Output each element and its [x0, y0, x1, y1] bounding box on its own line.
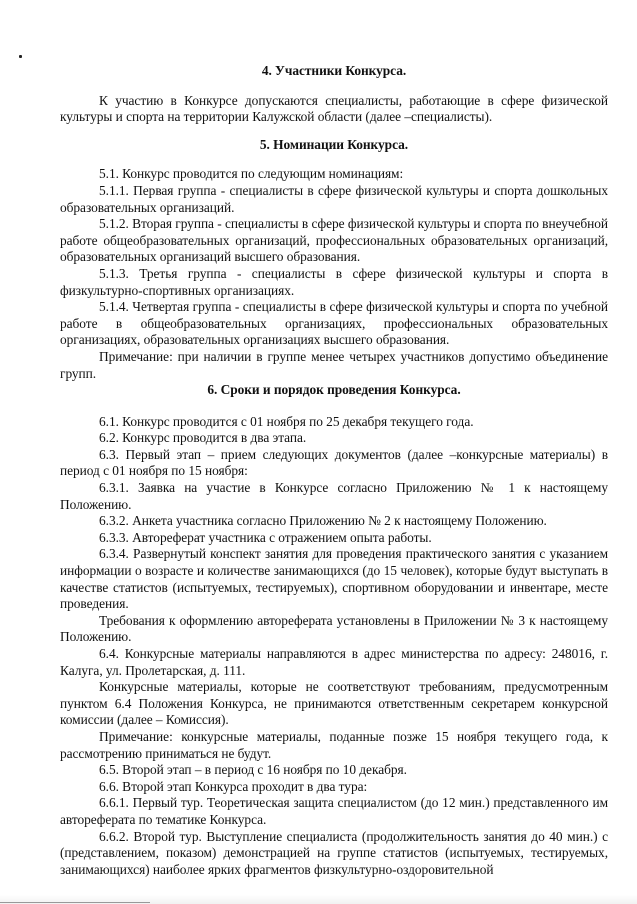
paragraph: Примечание: конкурсные материалы, поданные позже 15 ноября текущего года, к рассмотрению приниматься не будут. — [60, 728, 608, 761]
paragraph: 6.3.1. Заявка на участие в Конкурсе согласно Приложению № 1 к настоящему Положению. — [60, 480, 608, 512]
paragraph: 5.1. Конкурс проводится по следующим номинациям: — [99, 166, 404, 182]
scan-edge-line — [0, 902, 150, 903]
paragraph: 5.1.2. Вторая группа - специалисты в сфере физической культуры и спорта по внеучебной работе общеобразовательных организаций, профессиональных образовательных организаций, образовательных организаций высшего образования. — [60, 216, 608, 265]
paragraph: 6.1. Конкурс проводится с 01 ноября по 25 декабря текущего года. — [99, 413, 474, 429]
paragraph: Примечание: при наличии в группе менее четырех участников допустимо объединение групп. — [60, 348, 608, 381]
scan-speck — [19, 55, 22, 58]
paragraph: 6.6.2. Второй тур. Выступление специалиста (продолжительность занятия до 40 мин.) с (представлением, показом) демонстрацией на группе статистов (испытуемых, тестируемых, занимающихся) наиболее ярких фрагментов физкультурно-оздоровительной — [60, 828, 608, 877]
paragraph: 6.3.3. Автореферат участника с отражением опыта работы. — [99, 529, 432, 545]
paragraph: 6.3.4. Развернутый конспект занятия для проведения практического занятия с указанием информации о возрасте и количестве занимающихся (до 15 человек), которые будут выступать в качестве статистов (испытуемых, тестируемых), спортивном оборудовании и инвентаре, месте проведения. — [60, 546, 608, 612]
paragraph: 6.3.2. Анкета участника согласно Приложению № 2 к настоящему Положению. — [99, 513, 547, 529]
section-heading-timeline: 6. Сроки и порядок проведения Конкурса. — [207, 382, 461, 398]
paragraph: Конкурсные материалы, которые не соответствуют требованиям, предусмотренным пунктом 6.4 Положения Конкурса, не принимаются ответственным секретарем конкурсной комиссии (далее – Комиссия). — [60, 679, 608, 728]
paragraph: 6.4. Конкурсные материалы направляются в адрес министерства по адресу: 248016, г. Калуга, ул. Пролетарская, д. 111. — [60, 646, 608, 678]
document-body — [60, 63, 608, 878]
section-heading-nominations: 5. Номинации Конкурса. — [259, 136, 409, 152]
paragraph: 6.6. Второй этап Конкурса проходит в два тура: — [99, 778, 368, 794]
paragraph: 6.3. Первый этап – прием следующих документов (далее –конкурсные материалы) в период с 01 ноября по 15 ноября: — [60, 446, 608, 479]
paragraph: 6.5. Второй этап – в период с 16 ноября по 10 декабря. — [99, 762, 407, 778]
paragraph: К участию в Конкурсе допускаются специалисты, работающие в сфере физической культуры и спорта на территории Калужской области (далее –специалисты). — [60, 92, 608, 125]
paragraph: 5.1.3. Третья группа - специалисты в сфере физической культуры и спорта в физкультурно-спортивных организациях. — [60, 265, 608, 298]
paragraph: Требования к оформлению автореферата установлены в Приложении № 3 к настоящему Положению. — [60, 612, 608, 645]
paragraph: 6.2. Конкурс проводится в два этапа. — [99, 430, 307, 446]
paragraph: 5.1.1. Первая группа - специалисты в сфере физической культуры и спорта дошкольных образовательных организаций. — [60, 182, 608, 215]
paragraph: 5.1.4. Четвертая группа - специалисты в сфере физической культуры и спорта по учебной работе в общеобразовательных организациях, профессиональных образовательных организациях, образовательных организациях высшего образования. — [60, 299, 608, 348]
paragraph: 6.6.1. Первый тур. Теоретическая защита специалистом (до 12 мин.) представленного им автореферата по тематике Конкурса. — [60, 795, 608, 827]
section-heading-participants: 4. Участники Конкурса. — [261, 63, 407, 78]
